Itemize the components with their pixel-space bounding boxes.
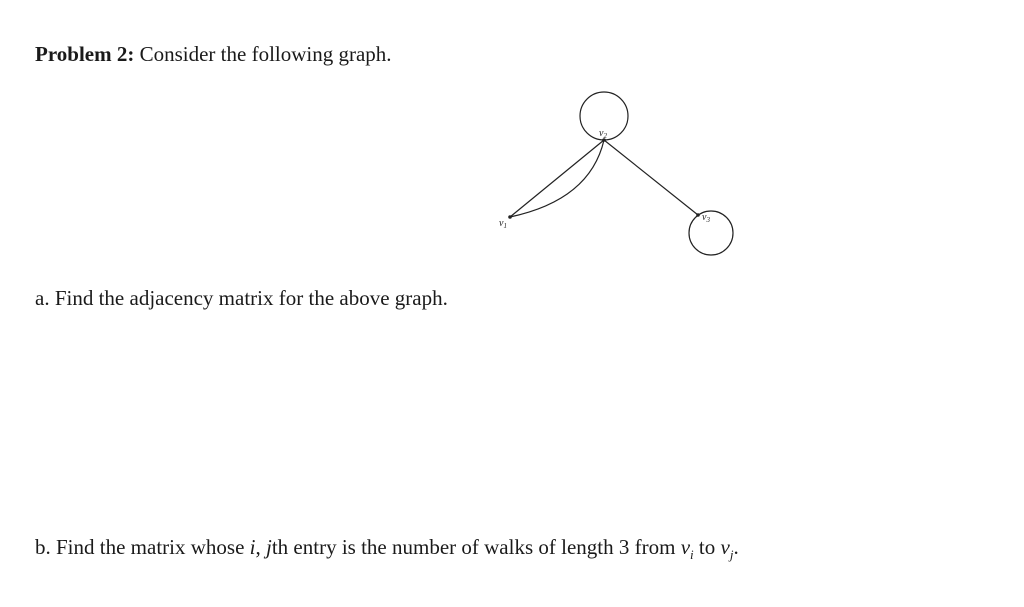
edge-v1-v2-straight bbox=[510, 140, 604, 217]
vertex-label-v3: $v_3$ bbox=[702, 212, 710, 224]
part-b-period: . bbox=[733, 535, 739, 559]
vertex-v3 bbox=[696, 213, 700, 217]
part-b-var-i: i bbox=[249, 535, 256, 559]
part-b-v-j: $v_j$ bbox=[720, 535, 734, 563]
vertex-label-v2: $v_2$ bbox=[599, 128, 607, 140]
part-b-comma: , bbox=[255, 535, 261, 559]
part-a bbox=[35, 286, 448, 311]
part-b-v-i: $v_i$ bbox=[680, 535, 694, 563]
part-b-text-2: th entry is the number of walks of length 3 from bbox=[271, 535, 676, 559]
part-b bbox=[35, 535, 739, 563]
part-b-label: b. bbox=[35, 535, 51, 559]
part-a-text: Find the adjacency matrix for the above graph. bbox=[54, 286, 448, 310]
problem-label: Problem 2: bbox=[35, 42, 135, 66]
loop-v3 bbox=[689, 211, 733, 255]
part-b-text-1: Find the matrix whose bbox=[56, 535, 245, 559]
part-a-label: a. bbox=[35, 286, 50, 310]
vertex-label-v1: $v_1$ bbox=[499, 218, 507, 230]
edge-v2-v3 bbox=[604, 140, 698, 215]
part-b-var-j: j bbox=[266, 535, 272, 559]
vertex-v1 bbox=[508, 215, 512, 219]
problem-text: Consider the following graph. bbox=[139, 42, 392, 66]
part-b-text-3: to bbox=[698, 535, 716, 559]
